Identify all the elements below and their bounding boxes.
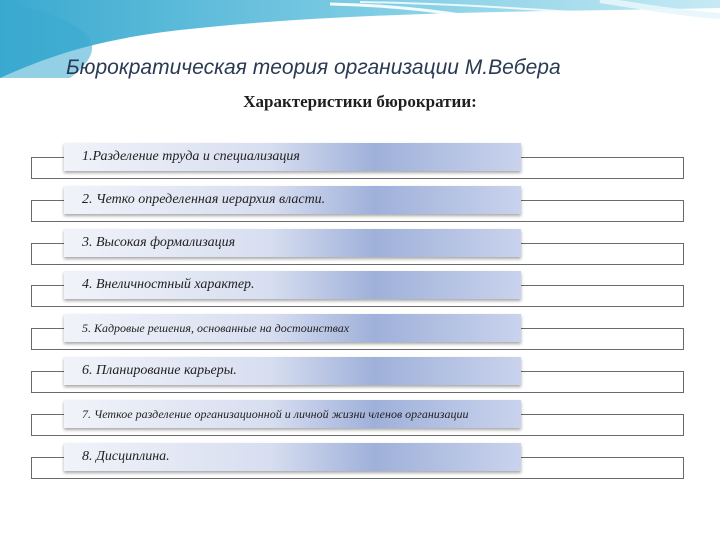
item-bar xyxy=(64,443,521,471)
item-label: 8. Дисциплина. xyxy=(82,448,170,464)
item-label: 7. Четкое разделение организационной и личной жизни членов организации xyxy=(82,406,469,421)
item-label: 1.Разделение труда и специализация xyxy=(82,148,300,164)
item-bar xyxy=(64,271,521,299)
item-label: 5. Кадровые решения, основанные на достоинствах xyxy=(82,320,350,335)
list-item xyxy=(31,314,720,344)
item-label: 3. Высокая формализация xyxy=(82,234,236,250)
list-item xyxy=(31,357,720,387)
item-bar xyxy=(64,186,521,214)
list-item xyxy=(31,271,720,301)
list-item xyxy=(31,400,720,430)
item-label: 4. Внеличностный характер. xyxy=(82,276,255,292)
list-item xyxy=(31,229,720,259)
list-item xyxy=(31,186,720,216)
item-bar xyxy=(64,400,521,428)
item-bar xyxy=(64,143,521,171)
list-item xyxy=(31,143,720,173)
slide-subtitle: Характеристики бюрократии: xyxy=(243,92,477,111)
slide-title: Бюрократическая теория организации М.Вебера xyxy=(66,56,561,79)
item-bar xyxy=(64,314,521,342)
list-item xyxy=(31,443,720,473)
item-label: 2. Четко определенная иерархия власти. xyxy=(82,191,326,207)
item-bar xyxy=(64,229,521,257)
item-label: 6. Планирование карьеры. xyxy=(82,362,237,378)
item-bar xyxy=(64,357,521,385)
